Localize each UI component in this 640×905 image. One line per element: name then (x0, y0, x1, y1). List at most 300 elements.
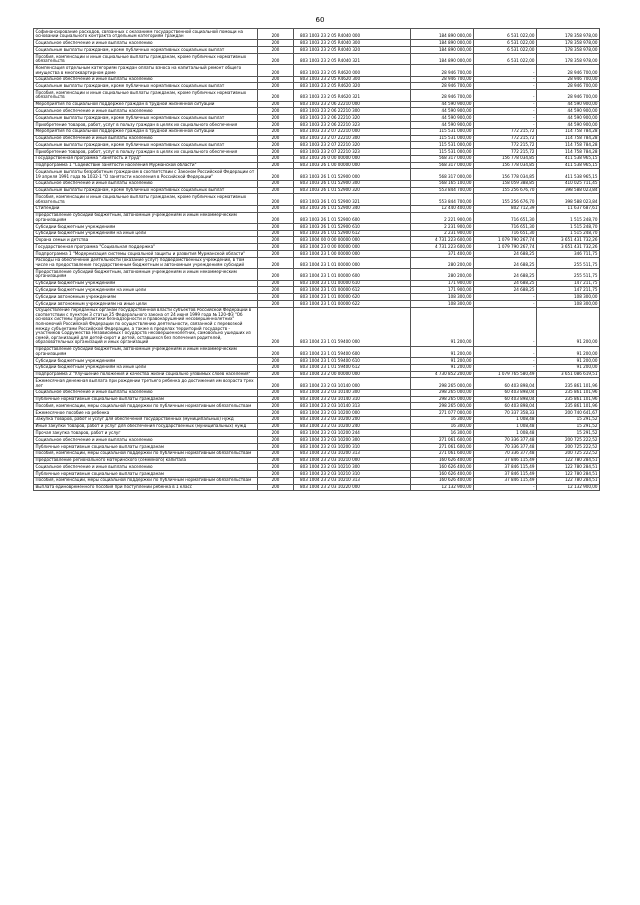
row-approved-amount-cell: 28 946 700,00 (411, 83, 474, 90)
row-approved-amount-cell: 184 890 000,00 (411, 53, 474, 64)
row-name-cell: Предоставление субсидий бюджетным, автономным учреждениям и иным некоммерческим организациям (34, 212, 258, 223)
row-name-cell: Социальные выплаты гражданам, кроме публичных нормативных социальных выплат (34, 187, 258, 194)
row-executed-amount-cell: 1 008,48 (474, 430, 537, 437)
row-executed-amount-cell: 1 079 765 580,49 (474, 371, 537, 378)
table-row (34, 269, 600, 280)
row-unexecuted-amount-cell: 114 758 784,28 (537, 135, 600, 142)
row-unexecuted-amount-cell: 91 200,00 (537, 307, 600, 346)
row-classification-code-cell: 803 1004 23 2 03 10210 000 (294, 457, 411, 464)
table-row (34, 149, 600, 156)
table-row (34, 162, 600, 169)
row-unexecuted-amount-cell: 44 590 900,00 (537, 121, 600, 128)
row-unexecuted-amount-cell: 1 515 248,70 (537, 212, 600, 223)
table-row (34, 443, 600, 450)
row-approved-amount-cell: 568 317 000,00 (411, 169, 474, 180)
table-row (34, 194, 600, 205)
row-executed-amount-cell: - (474, 108, 537, 115)
row-approved-amount-cell: 91 200,00 (411, 307, 474, 346)
row-executed-amount-cell: - (474, 121, 537, 128)
row-code-cell: 200 (258, 142, 294, 149)
row-unexecuted-amount-cell: 178 358 978,00 (537, 47, 600, 54)
row-classification-code-cell: 803 1004 23 2 03 10200 240 (294, 423, 411, 430)
row-executed-amount-cell: 6 531 022,00 (474, 47, 537, 54)
row-executed-amount-cell: 6 531 022,00 (474, 29, 537, 40)
row-name-cell: Осуществление переданных органам государственной власти субъектов Российской Федерации в соответствии с пунктом 3 статьи 25 Федерального закона от 24 июня 1999 года № 120-ФЗ "Об основах системы профилактики безнадзорности и правонарушений несовершеннолетних" полномочий Российской Федерации по осуществлению деятельности, связанной с перевозкой между субъектами Российской Федерации, а также в пределах территорий государств - участников Содружества Независимых Государств несовершеннолетних, самовольно ушедших из семей, организаций для детей-сирот и детей, оставшихся без попечения родителей, образовательных организаций и иных организаций (34, 307, 258, 346)
row-approved-amount-cell: 91 200,00 (411, 358, 474, 365)
row-name-cell: Социальное обеспечение и иные выплаты населению (34, 76, 258, 83)
row-code-cell: 200 (258, 76, 294, 83)
table-row (34, 294, 600, 301)
row-classification-code-cell: 803 1004 23 1 00 00000 000 (294, 251, 411, 258)
table-row (34, 371, 600, 378)
table-row (34, 477, 600, 484)
row-classification-code-cell: 803 1004 23 2 03 10200 000 (294, 410, 411, 417)
row-unexecuted-amount-cell: 12 132 900,00 (537, 484, 600, 491)
table-row (34, 471, 600, 478)
table-row (34, 223, 600, 230)
row-name-cell: Субсидии бюджетным учреждениям на иные цели (34, 364, 258, 371)
row-approved-amount-cell: 44 590 900,00 (411, 108, 474, 115)
row-unexecuted-amount-cell: 91 200,00 (537, 364, 600, 371)
row-classification-code-cell: 803 1004 23 1 01 00000 622 (294, 300, 411, 307)
row-executed-amount-cell: 158 059 388,85 (474, 180, 537, 187)
table-row (34, 423, 600, 430)
row-code-cell: 200 (258, 244, 294, 251)
table-row (34, 101, 600, 108)
row-classification-code-cell: 803 1003 26 1 01 52900 320 (294, 187, 411, 194)
row-code-cell: 200 (258, 83, 294, 90)
table-row (34, 212, 600, 223)
table-row (34, 40, 600, 47)
row-name-cell: Социальное обеспечение и иные выплаты населению (34, 464, 258, 471)
row-executed-amount-cell: - (474, 346, 537, 357)
row-code-cell: 200 (258, 269, 294, 280)
row-name-cell: Предоставление регионального материнского (семейного) капитала (34, 457, 258, 464)
row-approved-amount-cell: 298 265 000,00 (411, 403, 474, 410)
row-unexecuted-amount-cell: 114 758 784,28 (537, 142, 600, 149)
row-unexecuted-amount-cell: 114 758 784,28 (537, 128, 600, 135)
row-approved-amount-cell: 271 061 600,00 (411, 450, 474, 457)
row-classification-code-cell: 803 1003 23 2 05 R4040 300 (294, 40, 411, 47)
row-approved-amount-cell: 115 531 000,00 (411, 135, 474, 142)
row-code-cell: 200 (258, 101, 294, 108)
row-approved-amount-cell: 280 200,00 (411, 257, 474, 268)
row-code-cell: 200 (258, 443, 294, 450)
row-classification-code-cell: 803 1003 23 2 06 22210 323 (294, 121, 411, 128)
row-executed-amount-cell: - (474, 300, 537, 307)
row-approved-amount-cell: 28 946 700,00 (411, 90, 474, 101)
table-row (34, 396, 600, 403)
row-classification-code-cell: 803 1003 26 0 00 00000 000 (294, 155, 411, 162)
row-name-cell: Предоставление субсидий бюджетным, автономным учреждениям и иным некоммерческим организациям (34, 269, 258, 280)
table-row (34, 135, 600, 142)
row-executed-amount-cell: - (474, 83, 537, 90)
row-executed-amount-cell: 60 403 898,04 (474, 389, 537, 396)
row-approved-amount-cell: 91 200,00 (411, 364, 474, 371)
row-classification-code-cell: 803 1003 23 2 05 R4040 320 (294, 47, 411, 54)
row-code-cell: 200 (258, 205, 294, 212)
table-row (34, 244, 600, 251)
row-executed-amount-cell: 24 688,25 (474, 280, 537, 287)
row-code-cell: 200 (258, 53, 294, 64)
row-unexecuted-amount-cell: 108 300,00 (537, 294, 600, 301)
row-classification-code-cell: 803 1004 23 1 01 59400 000 (294, 307, 411, 346)
row-name-cell: Социальное обеспечение и иные выплаты населению (34, 389, 258, 396)
row-code-cell: 200 (258, 251, 294, 258)
row-executed-amount-cell: - (474, 76, 537, 83)
row-name-cell: Пособия, компенсации, меры социальной поддержки по публичным нормативным обязательствам (34, 477, 258, 484)
table-row (34, 76, 600, 83)
row-name-cell: Закупка товаров, работ и услуг для обеспечения государственных (муниципальных) нужд (34, 416, 258, 423)
row-code-cell: 200 (258, 155, 294, 162)
row-executed-amount-cell: 772 215,72 (474, 135, 537, 142)
row-code-cell: 200 (258, 307, 294, 346)
row-name-cell: Социальные выплаты гражданам, кроме публичных нормативных социальных выплат (34, 115, 258, 122)
row-approved-amount-cell: 171 900,00 (411, 280, 474, 287)
table-row (34, 169, 600, 180)
row-approved-amount-cell: 568 317 000,00 (411, 162, 474, 169)
row-code-cell: 200 (258, 423, 294, 430)
row-unexecuted-amount-cell: 200 725 222,52 (537, 437, 600, 444)
row-unexecuted-amount-cell: 235 861 101,96 (537, 396, 600, 403)
row-name-cell: Стипендии (34, 205, 258, 212)
row-executed-amount-cell: 24 688,25 (474, 251, 537, 258)
row-approved-amount-cell: 44 590 900,00 (411, 115, 474, 122)
row-unexecuted-amount-cell: 3 651 086 619,51 (537, 371, 600, 378)
row-unexecuted-amount-cell: 3 651 431 732,26 (537, 244, 600, 251)
row-executed-amount-cell: 37 846 115,49 (474, 457, 537, 464)
row-approved-amount-cell: 4 730 852 200,00 (411, 371, 474, 378)
row-classification-code-cell: 803 1004 23 2 03 10200 300 (294, 437, 411, 444)
row-classification-code-cell: 803 1004 23 2 03 10200 244 (294, 430, 411, 437)
row-name-cell: Охрана семьи и детства (34, 237, 258, 244)
row-executed-amount-cell: 772 215,72 (474, 149, 537, 156)
row-executed-amount-cell: 70 337 358,33 (474, 410, 537, 417)
row-unexecuted-amount-cell: 28 946 700,00 (537, 65, 600, 76)
table-row (34, 287, 600, 294)
row-name-cell: Компенсация отдельным категориям граждан оплаты взноса на капитальный ремонт общего имущества в многоквартирном доме (34, 65, 258, 76)
row-executed-amount-cell: 24 688,25 (474, 269, 537, 280)
row-unexecuted-amount-cell: 15 291,52 (537, 423, 600, 430)
row-classification-code-cell: 803 1003 23 2 06 22210 320 (294, 115, 411, 122)
budget-execution-table (33, 28, 600, 491)
row-name-cell: Социальное обеспечение и иные выплаты населению (34, 40, 258, 47)
row-code-cell: 200 (258, 358, 294, 365)
row-name-cell: Прочая закупка товаров, работ и услуг (34, 430, 258, 437)
row-approved-amount-cell: 16 300,00 (411, 416, 474, 423)
row-code-cell: 200 (258, 364, 294, 371)
row-unexecuted-amount-cell: 91 200,00 (537, 346, 600, 357)
row-unexecuted-amount-cell: 28 946 700,00 (537, 83, 600, 90)
row-classification-code-cell: 803 1003 26 1 01 52900 340 (294, 205, 411, 212)
row-name-cell: Пособия, компенсации и иные социальные выплаты гражданам, кроме публичных нормативных обязательств (34, 194, 258, 205)
row-executed-amount-cell: - (474, 90, 537, 101)
row-executed-amount-cell: - (474, 115, 537, 122)
row-name-cell: Приобретение товаров, работ, услуг в пользу граждан в целях их социального обеспечения (34, 121, 258, 128)
row-unexecuted-amount-cell: 44 590 900,00 (537, 108, 600, 115)
row-approved-amount-cell: 12 440 400,00 (411, 205, 474, 212)
row-name-cell: Пособия, компенсации, меры социальной поддержки по публичным нормативным обязательствам (34, 450, 258, 457)
row-executed-amount-cell: 155 256 676,70 (474, 187, 537, 194)
row-classification-code-cell: 803 1004 23 2 03 10140 300 (294, 389, 411, 396)
row-classification-code-cell: 803 1004 23 1 01 00000 600 (294, 269, 411, 280)
row-unexecuted-amount-cell: 200 740 641,67 (537, 410, 600, 417)
table-row (34, 416, 600, 423)
row-approved-amount-cell: 553 844 700,00 (411, 194, 474, 205)
table-row (34, 346, 600, 357)
row-code-cell: 200 (258, 287, 294, 294)
row-approved-amount-cell: 568 165 100,00 (411, 180, 474, 187)
row-executed-amount-cell: 716 651,30 (474, 230, 537, 237)
row-classification-code-cell: 803 1003 26 1 01 52900 000 (294, 169, 411, 180)
row-classification-code-cell: 803 1003 23 2 07 22210 300 (294, 135, 411, 142)
table-row (34, 403, 600, 410)
row-approved-amount-cell: 4 731 223 600,00 (411, 244, 474, 251)
row-code-cell: 200 (258, 437, 294, 444)
row-executed-amount-cell: 24 688,25 (474, 257, 537, 268)
row-code-cell: 200 (258, 40, 294, 47)
row-name-cell: Выплата единовременного пособия при поступлении ребенка в 1 класс (34, 484, 258, 491)
table-row (34, 83, 600, 90)
row-name-cell: Подпрограмма 1 "Содействие занятости населения Мурманской области" (34, 162, 258, 169)
row-classification-code-cell: 803 1004 23 1 01 00000 610 (294, 280, 411, 287)
row-unexecuted-amount-cell: 1 515 248,70 (537, 230, 600, 237)
row-classification-code-cell: 803 1003 26 1 01 52900 610 (294, 223, 411, 230)
row-approved-amount-cell: 271 061 600,00 (411, 443, 474, 450)
table-row (34, 90, 600, 101)
table-row (34, 115, 600, 122)
row-classification-code-cell: 803 1003 23 2 07 22210 000 (294, 128, 411, 135)
row-code-cell: 200 (258, 257, 294, 268)
row-unexecuted-amount-cell: 411 538 965,15 (537, 155, 600, 162)
row-code-cell: 200 (258, 396, 294, 403)
row-code-cell: 200 (258, 47, 294, 54)
row-executed-amount-cell: - (474, 101, 537, 108)
row-code-cell: 200 (258, 477, 294, 484)
row-name-cell: Ежемесячное пособие на ребенка (34, 410, 258, 417)
row-approved-amount-cell: 28 946 700,00 (411, 76, 474, 83)
row-code-cell: 200 (258, 194, 294, 205)
row-executed-amount-cell: 1 079 790 267,74 (474, 244, 537, 251)
table-row (34, 437, 600, 444)
row-code-cell: 200 (258, 464, 294, 471)
table-row (34, 257, 600, 268)
row-name-cell: Расходы на обеспечение деятельности (оказание услуг) подведомственных учреждений, в том числе на предоставление государственным бюджетным и автономным учреждениям субсидий (34, 257, 258, 268)
row-approved-amount-cell: 28 946 700,00 (411, 65, 474, 76)
row-executed-amount-cell: 156 778 034,85 (474, 162, 537, 169)
row-classification-code-cell: 803 1003 23 2 05 R4620 300 (294, 76, 411, 83)
row-classification-code-cell: 803 1003 26 1 01 52900 321 (294, 194, 411, 205)
table-row (34, 378, 600, 389)
row-classification-code-cell: 803 1003 26 1 00 00000 000 (294, 162, 411, 169)
row-code-cell: 200 (258, 237, 294, 244)
table-row (34, 205, 600, 212)
row-approved-amount-cell: 568 317 000,00 (411, 155, 474, 162)
table-row (34, 364, 600, 371)
row-code-cell: 200 (258, 389, 294, 396)
row-classification-code-cell: 803 1004 23 2 03 10200 313 (294, 450, 411, 457)
row-executed-amount-cell: 70 336 377,48 (474, 443, 537, 450)
row-name-cell: Субсидии автономным учреждениям (34, 294, 258, 301)
row-approved-amount-cell: 44 590 900,00 (411, 101, 474, 108)
row-code-cell: 200 (258, 410, 294, 417)
row-name-cell: Социальное обеспечение и иные выплаты населению (34, 180, 258, 187)
row-code-cell: 200 (258, 450, 294, 457)
row-approved-amount-cell: 160 626 400,00 (411, 457, 474, 464)
row-unexecuted-amount-cell: 15 291,52 (537, 416, 600, 423)
row-unexecuted-amount-cell: 411 538 965,15 (537, 162, 600, 169)
table-row (34, 142, 600, 149)
row-code-cell: 200 (258, 430, 294, 437)
row-classification-code-cell: 803 1004 23 2 03 10200 310 (294, 443, 411, 450)
table-row (34, 300, 600, 307)
row-executed-amount-cell: - (474, 358, 537, 365)
row-unexecuted-amount-cell: 91 200,00 (537, 358, 600, 365)
table-row (34, 237, 600, 244)
table-row (34, 410, 600, 417)
row-executed-amount-cell: 1 008,48 (474, 423, 537, 430)
row-unexecuted-amount-cell: 200 725 222,52 (537, 450, 600, 457)
table-row (34, 358, 600, 365)
row-classification-code-cell: 803 1003 23 2 05 R4620 321 (294, 90, 411, 101)
row-executed-amount-cell: - (474, 65, 537, 76)
row-code-cell: 200 (258, 65, 294, 76)
row-approved-amount-cell: 91 200,00 (411, 346, 474, 357)
row-code-cell: 200 (258, 457, 294, 464)
row-approved-amount-cell: 271 077 000,00 (411, 410, 474, 417)
table-row (34, 457, 600, 464)
row-unexecuted-amount-cell: 114 758 784,28 (537, 149, 600, 156)
row-unexecuted-amount-cell: 411 538 965,15 (537, 169, 600, 180)
table-row (34, 180, 600, 187)
row-classification-code-cell: 803 1003 23 2 05 R4040 321 (294, 53, 411, 64)
row-code-cell: 200 (258, 115, 294, 122)
row-approved-amount-cell: 108 300,00 (411, 300, 474, 307)
row-name-cell: Ежемесячная денежная выплата при рождении третьего ребенка до достижения им возраста трех лет (34, 378, 258, 389)
row-name-cell: Пособия, компенсации и иные социальные выплаты гражданам, кроме публичных нормативных обязательств (34, 53, 258, 64)
row-unexecuted-amount-cell: 147 211,75 (537, 287, 600, 294)
row-name-cell: Субсидии бюджетным учреждениям на иные цели (34, 230, 258, 237)
row-executed-amount-cell: 37 846 115,49 (474, 471, 537, 478)
row-classification-code-cell: 803 1004 23 1 01 59400 612 (294, 364, 411, 371)
row-classification-code-cell: 803 1004 23 2 03 10210 310 (294, 471, 411, 478)
row-approved-amount-cell: 298 265 000,00 (411, 378, 474, 389)
row-classification-code-cell: 803 1004 23 0 00 00000 000 (294, 244, 411, 251)
row-approved-amount-cell: 108 300,00 (411, 294, 474, 301)
row-name-cell: Государственная программа "Занятость и труд" (34, 155, 258, 162)
row-executed-amount-cell: 24 688,25 (474, 287, 537, 294)
row-executed-amount-cell: 37 846 115,49 (474, 477, 537, 484)
row-name-cell: Пособия, компенсации и иные социальные выплаты гражданам, кроме публичных нормативных обязательств (34, 90, 258, 101)
row-executed-amount-cell: 716 651,30 (474, 212, 537, 223)
row-unexecuted-amount-cell: 1 515 248,70 (537, 223, 600, 230)
table-row (34, 307, 600, 346)
row-code-cell: 200 (258, 121, 294, 128)
row-classification-code-cell: 803 1004 23 2 03 10140 313 (294, 403, 411, 410)
row-unexecuted-amount-cell: 28 946 700,00 (537, 90, 600, 101)
row-classification-code-cell: 803 1004 00 0 00 00000 000 (294, 237, 411, 244)
row-approved-amount-cell: 115 531 000,00 (411, 128, 474, 135)
row-classification-code-cell: 803 1004 23 2 03 10140 310 (294, 396, 411, 403)
row-approved-amount-cell: 280 200,00 (411, 269, 474, 280)
row-name-cell: Приобретение товаров, работ, услуг в пользу граждан в целях их социального обеспечения (34, 149, 258, 156)
row-classification-code-cell: 803 1004 23 1 01 00000 620 (294, 294, 411, 301)
row-approved-amount-cell: 371 400,00 (411, 251, 474, 258)
row-approved-amount-cell: 171 900,00 (411, 287, 474, 294)
row-approved-amount-cell: 553 844 700,00 (411, 187, 474, 194)
table-row (34, 128, 600, 135)
table-row (34, 251, 600, 258)
row-executed-amount-cell: 802 712,39 (474, 205, 537, 212)
row-classification-code-cell: 803 1003 23 2 05 R4040 000 (294, 29, 411, 40)
row-approved-amount-cell: 298 265 000,00 (411, 396, 474, 403)
table-row (34, 280, 600, 287)
row-code-cell: 200 (258, 162, 294, 169)
row-classification-code-cell: 803 1003 23 2 05 R4620 000 (294, 65, 411, 76)
row-approved-amount-cell: 298 265 000,00 (411, 389, 474, 396)
row-code-cell: 200 (258, 135, 294, 142)
row-code-cell: 200 (258, 416, 294, 423)
row-classification-code-cell: 803 1003 26 1 01 52900 600 (294, 212, 411, 223)
row-code-cell: 200 (258, 378, 294, 389)
row-code-cell: 200 (258, 484, 294, 491)
row-unexecuted-amount-cell: 410 025 711,45 (537, 180, 600, 187)
row-code-cell: 200 (258, 212, 294, 223)
row-unexecuted-amount-cell: 122 780 284,51 (537, 457, 600, 464)
row-name-cell: Пособия, компенсации, меры социальной поддержки по публичным нормативным обязательствам (34, 403, 258, 410)
row-executed-amount-cell: 6 531 022,00 (474, 40, 537, 47)
row-code-cell: 200 (258, 471, 294, 478)
row-unexecuted-amount-cell: 3 651 431 732,26 (537, 237, 600, 244)
row-unexecuted-amount-cell: 108 300,00 (537, 300, 600, 307)
row-executed-amount-cell: - (474, 364, 537, 371)
row-name-cell: Предоставление субсидий бюджетным, автономным учреждениям и иным некоммерческим организациям (34, 346, 258, 357)
table-row (34, 450, 600, 457)
row-name-cell: Социальные выплаты гражданам, кроме публичных нормативных социальных выплат (34, 83, 258, 90)
row-code-cell: 200 (258, 294, 294, 301)
row-name-cell: Социальные выплаты гражданам, кроме публичных нормативных социальных выплат (34, 142, 258, 149)
table-row (34, 389, 600, 396)
row-unexecuted-amount-cell: 178 358 978,00 (537, 53, 600, 64)
row-executed-amount-cell: 155 256 676,70 (474, 194, 537, 205)
table-row (34, 187, 600, 194)
row-executed-amount-cell: 1 079 790 267,74 (474, 237, 537, 244)
row-approved-amount-cell: 44 590 900,00 (411, 121, 474, 128)
row-code-cell: 200 (258, 180, 294, 187)
row-name-cell: Субсидии бюджетным учреждениям (34, 358, 258, 365)
row-classification-code-cell: 803 1003 23 2 07 22210 320 (294, 142, 411, 149)
row-approved-amount-cell: 271 061 600,00 (411, 437, 474, 444)
row-unexecuted-amount-cell: 28 946 700,00 (537, 76, 600, 83)
row-unexecuted-amount-cell: 15 291,52 (537, 430, 600, 437)
row-executed-amount-cell: 37 846 115,49 (474, 464, 537, 471)
row-approved-amount-cell: 160 626 400,00 (411, 464, 474, 471)
row-approved-amount-cell: 184 890 000,00 (411, 47, 474, 54)
row-unexecuted-amount-cell: 122 780 284,51 (537, 477, 600, 484)
row-code-cell: 200 (258, 169, 294, 180)
row-approved-amount-cell: 16 300,00 (411, 423, 474, 430)
row-unexecuted-amount-cell: 235 861 101,96 (537, 389, 600, 396)
row-name-cell: Публичные нормативные социальные выплаты гражданам (34, 443, 258, 450)
row-name-cell: Социальное обеспечение и иные выплаты населению (34, 135, 258, 142)
row-unexecuted-amount-cell: 147 211,75 (537, 280, 600, 287)
row-executed-amount-cell: 716 651,30 (474, 223, 537, 230)
row-unexecuted-amount-cell: 178 358 978,00 (537, 40, 600, 47)
row-name-cell: Социальное обеспечение и иные выплаты населению (34, 108, 258, 115)
row-classification-code-cell: 803 1004 23 2 03 10220 000 (294, 484, 411, 491)
row-executed-amount-cell: 772 215,72 (474, 142, 537, 149)
row-unexecuted-amount-cell: 44 590 900,00 (537, 101, 600, 108)
